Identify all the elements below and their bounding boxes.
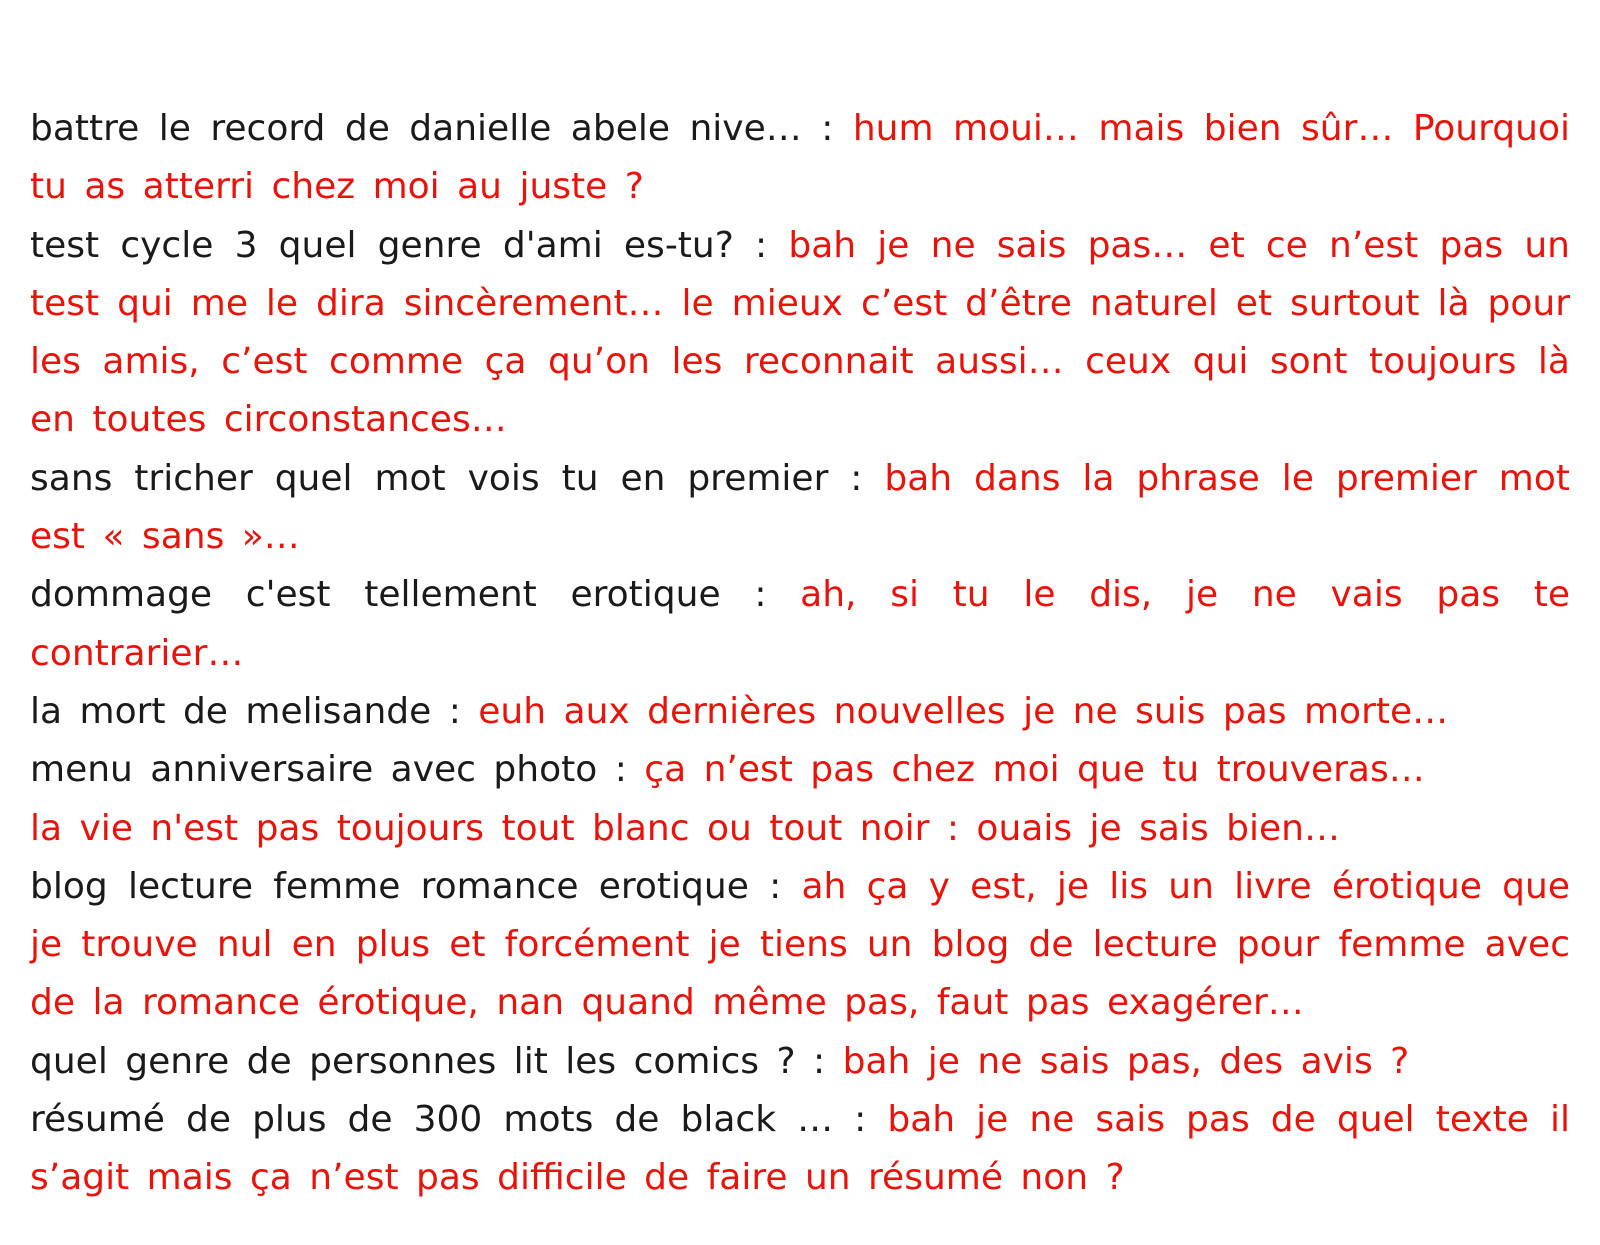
search-query: quel genre de personnes lit les comics ? : — [30, 1040, 826, 1082]
search-query: blog lecture femme romance erotique : — [30, 865, 782, 907]
answer: euh aux dernières nouvelles je ne suis pas morte… — [478, 690, 1449, 732]
answer: bah je ne sais pas, des avis ? — [842, 1040, 1410, 1082]
answer: hum moui… mais bien sûr… Pourquoi tu as atterri chez moi au juste ? — [30, 108, 1570, 208]
answer: bah dans la phrase le premier mot est « sans »… — [30, 457, 1570, 558]
entry — [30, 1033, 1570, 1091]
answer: bah je ne sais pas… et ce n’est pas un test qui me le dira sincèrement… le mieux c’est d’être naturel et surtout là pour les amis, c’est comme ça qu’on les reconnait aussi… ceux qui sont toujours là en toutes circonstances… — [30, 224, 1570, 441]
search-query: menu anniversaire avec photo : — [30, 749, 627, 791]
entry — [30, 1091, 1570, 1208]
entry — [30, 566, 1570, 683]
entry — [30, 683, 1570, 741]
search-query: la mort de melisande : — [30, 690, 461, 732]
search-terms-page — [30, 100, 1570, 1208]
answer: ah ça y est, je lis un livre érotique que je trouve nul en plus et forcément je tiens un blog de lecture pour femme avec de la romance érotique, nan quand même pas, faut pas exagérer… — [30, 865, 1570, 1024]
entry — [30, 100, 1570, 217]
entry — [30, 741, 1570, 799]
search-query: dommage c'est tellement erotique : — [30, 574, 767, 616]
entry — [30, 800, 1570, 858]
answer: ah, si tu le dis, je ne vais pas te contrarier… — [30, 574, 1570, 674]
entry — [30, 450, 1570, 567]
search-query: résumé de plus de 300 mots de black … : — [30, 1099, 867, 1141]
search-query: test cycle 3 quel genre d'ami es-tu? : — [30, 224, 768, 266]
entry — [30, 217, 1570, 450]
answer: bah je ne sais pas de quel texte il s’agit mais ça n’est pas difficile de faire un résumé non ? — [30, 1099, 1571, 1199]
search-query: sans tricher quel mot vois tu en premier : — [30, 457, 863, 499]
answer: ça n’est pas chez moi que tu trouveras… — [644, 749, 1425, 791]
search-query: battre le record de danielle abele nive… : — [30, 108, 834, 149]
answer: la vie n'est pas toujours tout blanc ou tout noir : ouais je sais bien… — [30, 807, 1340, 849]
entry — [30, 858, 1570, 1033]
